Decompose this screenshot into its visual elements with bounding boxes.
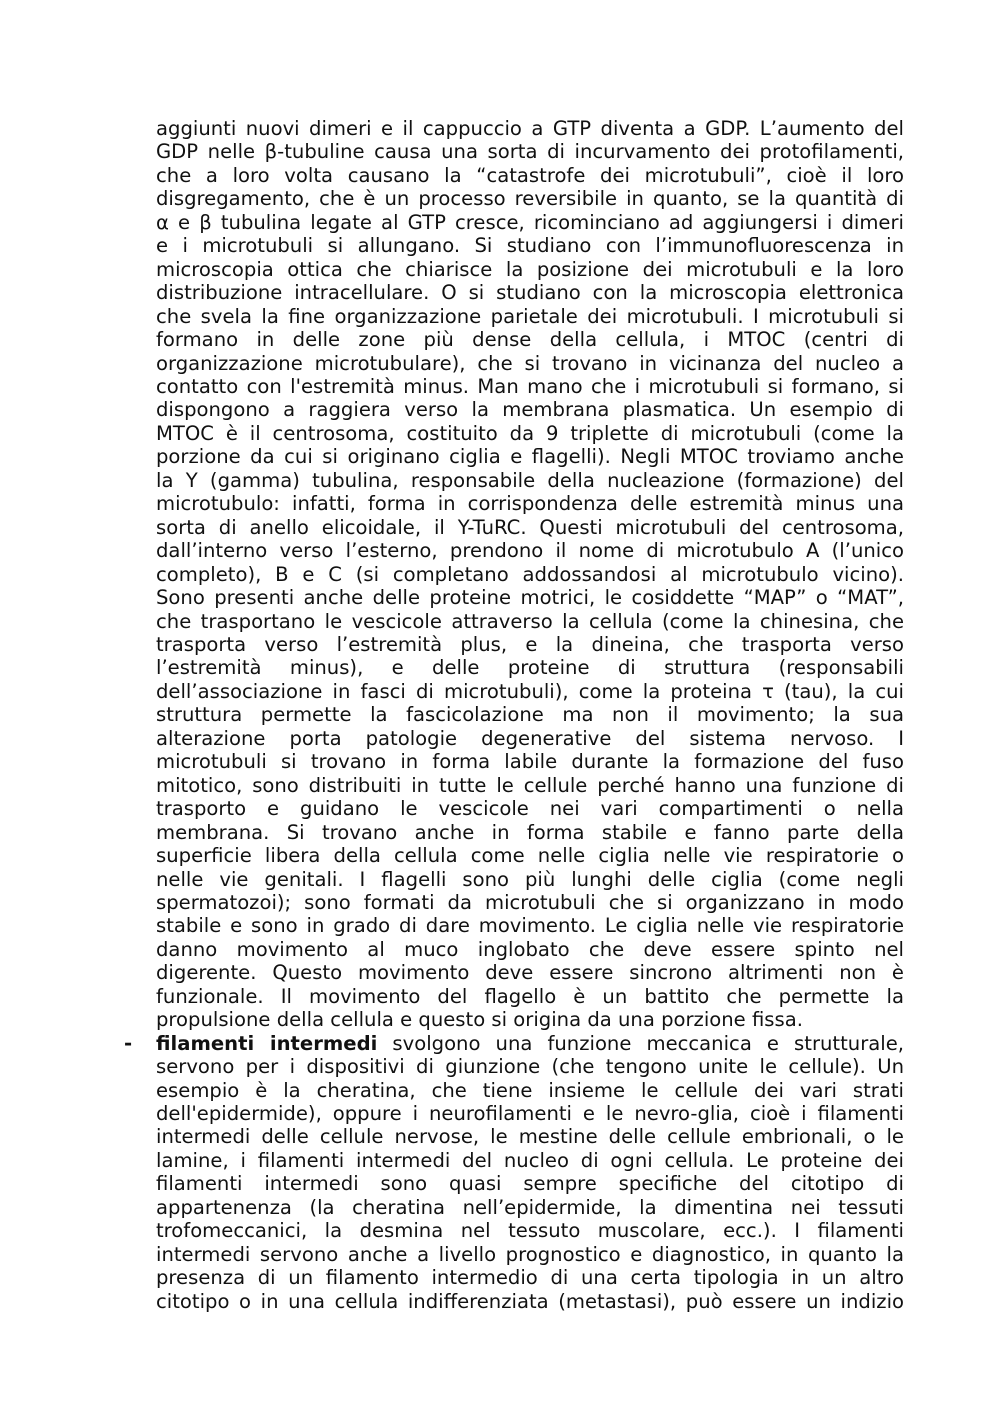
text-line: lamine, i filamenti intermedi del nucleo di ogni cellula. Le proteine dei bbox=[156, 1148, 904, 1172]
text-line: trasporta verso l’estremità plus, e la dineina, che trasporta verso bbox=[156, 632, 904, 656]
text-line: che trasportano le vescicole attraverso la cellula (come la chinesina, che bbox=[156, 609, 904, 633]
text-line: membrana. Si trovano anche in forma stabile e fanno parte della bbox=[156, 820, 904, 844]
text-line: l’estremità minus), e delle proteine di struttura (responsabili bbox=[156, 656, 904, 680]
text-line: distribuzione intracellulare. O si studiano con la microscopia elettronica bbox=[156, 281, 904, 305]
text-line: esempio è la cheratina, che tiene insieme le cellule dei vari strati bbox=[156, 1078, 904, 1102]
bullet-first-line-rest: svolgono una funzione meccanica e strutturale, bbox=[377, 1031, 904, 1055]
text-line: digerente. Questo movimento deve essere sincrono altrimenti non è bbox=[156, 961, 904, 985]
text-line: intermedi servono anche a livello prognostico e diagnostico, in quanto la bbox=[156, 1242, 904, 1266]
text-line: filamenti intermedi sono quasi sempre specifiche del citotipo di bbox=[156, 1172, 904, 1196]
text-line: dell’associazione in fasci di microtubuli), come la proteina τ (tau), la cui bbox=[156, 679, 904, 703]
text-line: contatto con l'estremità minus. Man mano che i microtubuli si formano, si bbox=[156, 374, 904, 398]
text-line: GDP nelle β-tubuline causa una sorta di incurvamento dei protofilamenti, bbox=[156, 140, 904, 164]
text-line: organizzazione microtubulare), che si trovano in vicinanza del nucleo a bbox=[156, 351, 904, 375]
text-line: MTOC è il centrosoma, costituito da 9 triplette di microtubuli (come la bbox=[156, 421, 904, 445]
text-line: alterazione porta patologie degenerative del sistema nervoso. I bbox=[156, 726, 904, 750]
bullet-filamenti-intermedi bbox=[124, 1031, 904, 1313]
text-line: completo), B e C (si completano addossandosi al microtubulo vicino). bbox=[156, 562, 904, 586]
text-line: aggiunti nuovi dimeri e il cappuccio a GTP diventa a GDP. L’aumento del bbox=[156, 117, 904, 140]
bullet-term: filamenti intermedi bbox=[156, 1031, 378, 1055]
paragraph-microtubuli bbox=[156, 117, 904, 1032]
text-line: che a loro volta causano la “catastrofe dei microtubuli”, cioè il loro bbox=[156, 163, 904, 187]
text-line: superficie libera della cellula come nelle ciglia nelle vie respiratorie o bbox=[156, 844, 904, 868]
text-line: nelle vie genitali. I flagelli sono più lunghi delle ciglia (come negli bbox=[156, 867, 904, 891]
text-line: formano in delle zone più dense della cellula, i MTOC (centri di bbox=[156, 328, 904, 352]
text-line: trofomeccanici, la desmina nel tessuto muscolare, ecc.). I filamenti bbox=[156, 1219, 904, 1243]
text-line: dall’interno verso l’esterno, prendono il nome di microtubulo A (l’unico bbox=[156, 539, 904, 563]
text-line: trasporto e guidano le vescicole nei vari compartimenti o nella bbox=[156, 797, 904, 821]
text-line: microtubuli si trovano in forma labile durante la formazione del fuso bbox=[156, 750, 904, 774]
bullet-body bbox=[156, 1055, 904, 1313]
text-line: microscopia ottica che chiarisce la posizione dei microtubuli e la loro bbox=[156, 257, 904, 281]
text-line: la Y (gamma) tubulina, responsabile della nucleazione (formazione) del bbox=[156, 468, 904, 492]
text-line: propulsione della cellula e questo si origina da una porzione fissa. bbox=[156, 1008, 803, 1032]
text-line: Sono presenti anche delle proteine motrici, le cosiddette “MAP” o “MAT”, bbox=[156, 586, 904, 610]
text-line: porzione da cui si originano ciglia e flagelli). Negli MTOC troviamo anche bbox=[156, 445, 904, 469]
text-line: struttura permette la fascicolazione ma non il movimento; la sua bbox=[156, 703, 904, 727]
text-line: microtubulo: infatti, forma in corrispondenza delle estremità minus una bbox=[156, 492, 904, 516]
text-line: α e β tubulina legate al GTP cresce, ricominciano ad aggiungersi i dimeri bbox=[156, 210, 904, 234]
body-text bbox=[124, 117, 904, 1313]
text-line: appartenenza (la cheratina nell’epidermide, la dimentina nei tessuti bbox=[156, 1195, 904, 1219]
text-line: dell'epidermide), oppure i neurofilamenti e le nevro-glia, cioè i filamenti bbox=[156, 1102, 904, 1126]
text-line: presenza di un filamento intermedio di una certa tipologia in un altro bbox=[156, 1266, 904, 1290]
text-line: danno movimento al muco inglobato che deve essere spinto nel bbox=[156, 937, 904, 961]
text-line: spermatozoi); sono formati da microtubuli che si organizzano in modo bbox=[156, 890, 904, 914]
text-line: funzionale. Il movimento del flagello è un battito che permette la bbox=[156, 984, 904, 1008]
text-line: servono per i dispositivi di giunzione (che tengono unite le cellule). Un bbox=[156, 1055, 904, 1079]
text-line: citotipo o in una cellula indifferenziata (metastasi), può essere un indizio bbox=[156, 1289, 904, 1313]
text-line: dispongono a raggiera verso la membrana plasmatica. Un esempio di bbox=[156, 398, 904, 422]
text-line: mitotico, sono distribuiti in tutte le cellule perché hanno una funzione di bbox=[156, 773, 904, 797]
bullet-marker: - bbox=[124, 1031, 133, 1055]
text-line: sorta di anello elicoidale, il Y-TuRC. Questi microtubuli del centrosoma, bbox=[156, 515, 904, 539]
text-line: e i microtubuli si allungano. Si studiano con l’immunofluorescenza in bbox=[156, 234, 904, 258]
text-line: che svela la fine organizzazione parietale dei microtubuli. I microtubuli si bbox=[156, 304, 904, 328]
bullet-first-line bbox=[124, 1031, 904, 1055]
text-line: stabile e sono in grado di dare movimento. Le ciglia nelle vie respiratorie bbox=[156, 914, 904, 938]
text-line: disgregamento, che è un processo reversibile in quanto, se la quantità di bbox=[156, 187, 904, 211]
text-line: intermedi delle cellule nervose, le mestine delle cellule embrionali, o le bbox=[156, 1125, 904, 1149]
